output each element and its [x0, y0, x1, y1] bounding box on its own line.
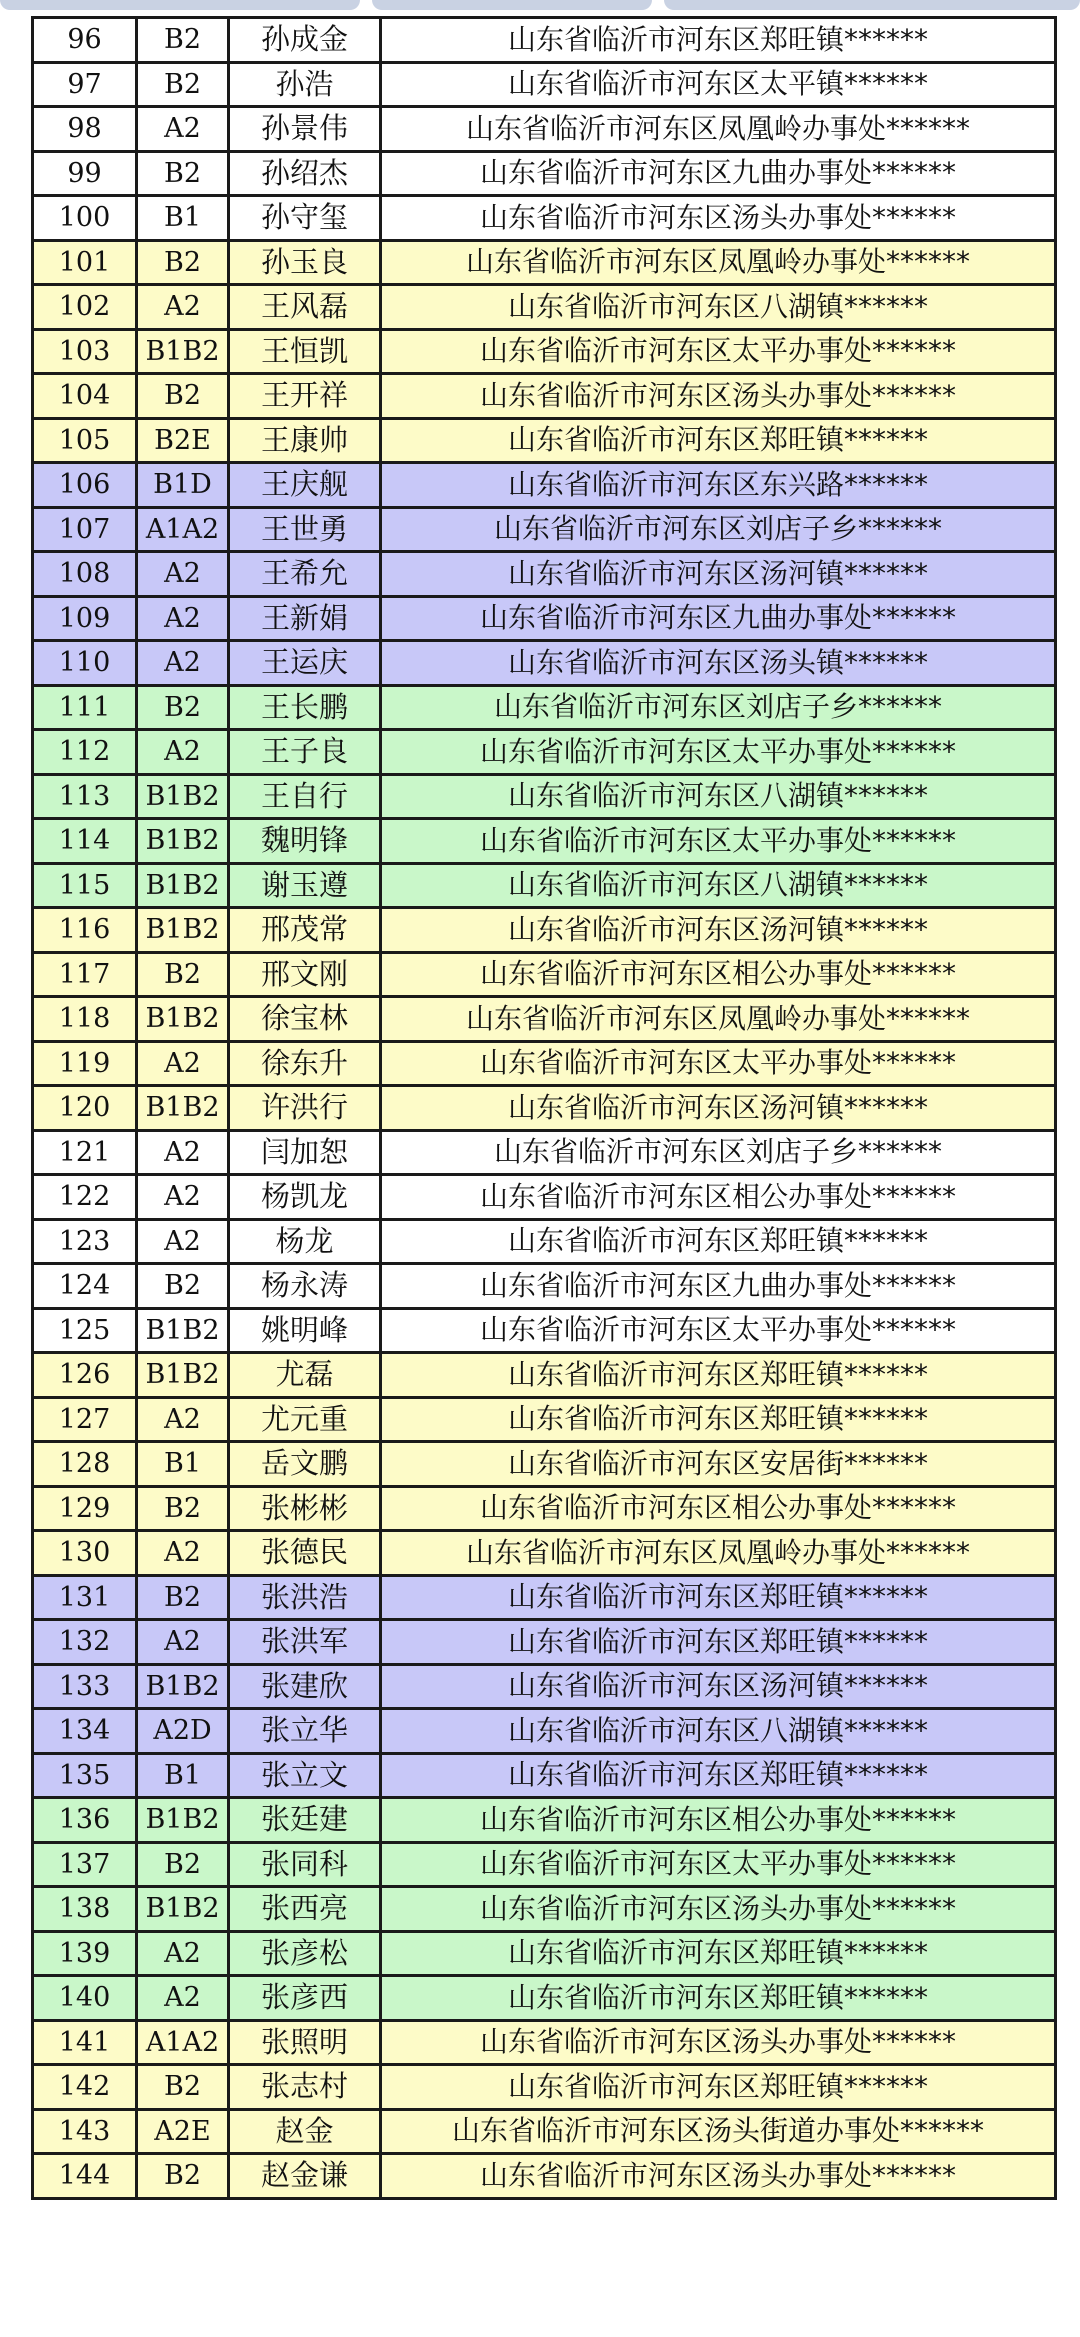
table-row [33, 107, 1056, 152]
table-row [33, 1264, 1056, 1309]
row-number-cell: 118 [33, 997, 137, 1042]
driver-name-cell: 孙玉良 [229, 240, 381, 285]
driver-name-cell: 姚明峰 [229, 1308, 381, 1353]
table-row [33, 1442, 1056, 1487]
row-number-cell: 96 [33, 18, 137, 63]
license-class-cell: B1B2 [137, 1664, 229, 1709]
address-cell: 山东省临沂市河东区太平办事处****** [381, 730, 1056, 775]
address-cell: 山东省临沂市河东区汤河镇****** [381, 1086, 1056, 1131]
address-cell: 山东省临沂市河东区郑旺镇****** [381, 1575, 1056, 1620]
row-number-cell: 138 [33, 1887, 137, 1932]
row-number-cell: 109 [33, 596, 137, 641]
table-row [33, 196, 1056, 241]
address-cell: 山东省临沂市河东区刘店子乡****** [381, 1130, 1056, 1175]
license-class-cell: B2 [137, 18, 229, 63]
table-row [33, 997, 1056, 1042]
license-class-cell: A2 [137, 1041, 229, 1086]
license-class-cell: A1A2 [137, 507, 229, 552]
address-cell: 山东省临沂市河东区汤头办事处****** [381, 1887, 1056, 1932]
address-cell: 山东省临沂市河东区相公办事处****** [381, 952, 1056, 997]
driver-name-cell: 赵金谦 [229, 2154, 381, 2199]
driver-name-cell: 张洪军 [229, 1620, 381, 1665]
table-row [33, 2065, 1056, 2110]
address-cell: 山东省临沂市河东区汤头办事处****** [381, 196, 1056, 241]
row-number-cell: 115 [33, 863, 137, 908]
address-cell: 山东省临沂市河东区太平办事处****** [381, 1308, 1056, 1353]
table-row [33, 952, 1056, 997]
address-cell: 山东省临沂市河东区相公办事处****** [381, 1798, 1056, 1843]
address-cell: 山东省临沂市河东区凤凰岭办事处****** [381, 240, 1056, 285]
address-cell: 山东省临沂市河东区汤河镇****** [381, 552, 1056, 597]
driver-name-cell: 王康帅 [229, 418, 381, 463]
top-tab-left [0, 0, 360, 10]
table-row [33, 1753, 1056, 1798]
row-number-cell: 116 [33, 908, 137, 953]
license-class-cell: A2 [137, 1219, 229, 1264]
row-number-cell: 113 [33, 774, 137, 819]
driver-name-cell: 尤磊 [229, 1353, 381, 1398]
address-cell: 山东省临沂市河东区相公办事处****** [381, 1175, 1056, 1220]
address-cell: 山东省临沂市河东区八湖镇****** [381, 863, 1056, 908]
row-number-cell: 99 [33, 151, 137, 196]
table-row [33, 552, 1056, 597]
row-number-cell: 117 [33, 952, 137, 997]
driver-name-cell: 张西亮 [229, 1887, 381, 1932]
license-class-cell: A2E [137, 2109, 229, 2154]
driver-name-cell: 邢茂常 [229, 908, 381, 953]
row-number-cell: 98 [33, 107, 137, 152]
row-number-cell: 122 [33, 1175, 137, 1220]
license-class-cell: B1B2 [137, 1308, 229, 1353]
license-class-cell: A2 [137, 1620, 229, 1665]
license-class-cell: A2 [137, 1175, 229, 1220]
table-row [33, 1130, 1056, 1175]
row-number-cell: 134 [33, 1709, 137, 1754]
table-row [33, 2020, 1056, 2065]
address-cell: 山东省临沂市河东区凤凰岭办事处****** [381, 997, 1056, 1042]
table-row [33, 374, 1056, 419]
license-class-cell: B1B2 [137, 1086, 229, 1131]
address-cell: 山东省临沂市河东区郑旺镇****** [381, 1976, 1056, 2021]
license-class-cell: B1B2 [137, 1798, 229, 1843]
driver-name-cell: 徐东升 [229, 1041, 381, 1086]
table-row [33, 1620, 1056, 1665]
row-number-cell: 100 [33, 196, 137, 241]
driver-name-cell: 谢玉遵 [229, 863, 381, 908]
driver-name-cell: 杨永涛 [229, 1264, 381, 1309]
driver-name-cell: 王风磊 [229, 285, 381, 330]
table-row [33, 1664, 1056, 1709]
address-cell: 山东省临沂市河东区郑旺镇****** [381, 18, 1056, 63]
table-row [33, 507, 1056, 552]
driver-name-cell: 张立文 [229, 1753, 381, 1798]
table-row [33, 863, 1056, 908]
row-number-cell: 108 [33, 552, 137, 597]
table-row [33, 62, 1056, 107]
table-row [33, 685, 1056, 730]
row-number-cell: 142 [33, 2065, 137, 2110]
address-cell: 山东省临沂市河东区郑旺镇****** [381, 2065, 1056, 2110]
table-row [33, 1709, 1056, 1754]
address-cell: 山东省临沂市河东区太平镇****** [381, 62, 1056, 107]
driver-name-cell: 邢文刚 [229, 952, 381, 997]
row-number-cell: 141 [33, 2020, 137, 2065]
driver-name-cell: 张彦西 [229, 1976, 381, 2021]
driver-name-cell: 岳文鹏 [229, 1442, 381, 1487]
table-row [33, 1575, 1056, 1620]
table-row [33, 596, 1056, 641]
driver-name-cell: 张廷建 [229, 1798, 381, 1843]
driver-name-cell: 王新娟 [229, 596, 381, 641]
table-body [33, 18, 1056, 2199]
address-cell: 山东省临沂市河东区太平办事处****** [381, 819, 1056, 864]
driver-name-cell: 魏明锋 [229, 819, 381, 864]
row-number-cell: 126 [33, 1353, 137, 1398]
row-number-cell: 121 [33, 1130, 137, 1175]
table-row [33, 418, 1056, 463]
table-row [33, 730, 1056, 775]
address-cell: 山东省临沂市河东区九曲办事处****** [381, 1264, 1056, 1309]
driver-name-cell: 徐宝林 [229, 997, 381, 1042]
license-class-cell: B2E [137, 418, 229, 463]
address-cell: 山东省临沂市河东区郑旺镇****** [381, 1397, 1056, 1442]
driver-name-cell: 王开祥 [229, 374, 381, 419]
row-number-cell: 139 [33, 1931, 137, 1976]
driver-name-cell: 王恒凯 [229, 329, 381, 374]
table-row [33, 18, 1056, 63]
table-row [33, 1397, 1056, 1442]
license-class-cell: A2 [137, 1976, 229, 2021]
license-class-cell: B1B2 [137, 1353, 229, 1398]
row-number-cell: 127 [33, 1397, 137, 1442]
row-number-cell: 144 [33, 2154, 137, 2199]
driver-name-cell: 王子良 [229, 730, 381, 775]
row-number-cell: 124 [33, 1264, 137, 1309]
license-class-cell: B1B2 [137, 863, 229, 908]
address-cell: 山东省临沂市河东区汤河镇****** [381, 908, 1056, 953]
table-row [33, 329, 1056, 374]
table-row [33, 1887, 1056, 1932]
driver-name-cell: 孙景伟 [229, 107, 381, 152]
license-class-cell: B1B2 [137, 1887, 229, 1932]
driver-name-cell: 许洪行 [229, 1086, 381, 1131]
license-class-cell: B2 [137, 1575, 229, 1620]
table-row [33, 1086, 1056, 1131]
driver-name-cell: 张志村 [229, 2065, 381, 2110]
driver-name-cell: 王自行 [229, 774, 381, 819]
table-row [33, 151, 1056, 196]
license-class-cell: B2 [137, 1486, 229, 1531]
license-class-cell: B1B2 [137, 997, 229, 1042]
table-row [33, 1842, 1056, 1887]
row-number-cell: 133 [33, 1664, 137, 1709]
address-cell: 山东省临沂市河东区凤凰岭办事处****** [381, 1531, 1056, 1576]
driver-name-cell: 杨凯龙 [229, 1175, 381, 1220]
address-cell: 山东省临沂市河东区刘店子乡****** [381, 685, 1056, 730]
driver-list-table [31, 16, 1057, 2200]
address-cell: 山东省临沂市河东区安居街****** [381, 1442, 1056, 1487]
address-cell: 山东省临沂市河东区汤头办事处****** [381, 374, 1056, 419]
address-cell: 山东省临沂市河东区东兴路****** [381, 463, 1056, 508]
table-row [33, 1308, 1056, 1353]
license-class-cell: B2 [137, 240, 229, 285]
driver-name-cell: 张照明 [229, 2020, 381, 2065]
license-class-cell: B1B2 [137, 819, 229, 864]
license-class-cell: B2 [137, 374, 229, 419]
license-class-cell: B2 [137, 2065, 229, 2110]
driver-name-cell: 张同科 [229, 1842, 381, 1887]
license-class-cell: B1B2 [137, 329, 229, 374]
driver-name-cell: 张彦松 [229, 1931, 381, 1976]
row-number-cell: 120 [33, 1086, 137, 1131]
table-row [33, 2154, 1056, 2199]
row-number-cell: 97 [33, 62, 137, 107]
driver-name-cell: 张彬彬 [229, 1486, 381, 1531]
table-row [33, 1798, 1056, 1843]
address-cell: 山东省临沂市河东区八湖镇****** [381, 285, 1056, 330]
license-class-cell: A2 [137, 1130, 229, 1175]
row-number-cell: 143 [33, 2109, 137, 2154]
license-class-cell: B2 [137, 2154, 229, 2199]
address-cell: 山东省临沂市河东区相公办事处****** [381, 1486, 1056, 1531]
address-cell: 山东省临沂市河东区汤河镇****** [381, 1664, 1056, 1709]
license-class-cell: B2 [137, 1264, 229, 1309]
address-cell: 山东省临沂市河东区太平办事处****** [381, 329, 1056, 374]
address-cell: 山东省临沂市河东区汤头街道办事处****** [381, 2109, 1056, 2154]
row-number-cell: 128 [33, 1442, 137, 1487]
row-number-cell: 136 [33, 1798, 137, 1843]
license-class-cell: B1B2 [137, 908, 229, 953]
driver-name-cell: 张建欣 [229, 1664, 381, 1709]
table-row [33, 774, 1056, 819]
address-cell: 山东省临沂市河东区郑旺镇****** [381, 1753, 1056, 1798]
license-class-cell: A2 [137, 107, 229, 152]
driver-name-cell: 孙守玺 [229, 196, 381, 241]
driver-list-table-wrap [31, 16, 1054, 2200]
row-number-cell: 135 [33, 1753, 137, 1798]
license-class-cell: A2 [137, 730, 229, 775]
table-row [33, 908, 1056, 953]
driver-name-cell: 赵金 [229, 2109, 381, 2154]
row-number-cell: 129 [33, 1486, 137, 1531]
driver-name-cell: 王希允 [229, 552, 381, 597]
driver-name-cell: 王运庆 [229, 641, 381, 686]
license-class-cell: A2 [137, 1931, 229, 1976]
row-number-cell: 106 [33, 463, 137, 508]
row-number-cell: 107 [33, 507, 137, 552]
driver-name-cell: 闫加恕 [229, 1130, 381, 1175]
row-number-cell: 137 [33, 1842, 137, 1887]
table-row [33, 1976, 1056, 2021]
license-class-cell: A2D [137, 1709, 229, 1754]
license-class-cell: A1A2 [137, 2020, 229, 2065]
license-class-cell: B1 [137, 196, 229, 241]
row-number-cell: 123 [33, 1219, 137, 1264]
driver-name-cell: 杨龙 [229, 1219, 381, 1264]
table-row [33, 2109, 1056, 2154]
license-class-cell: B1D [137, 463, 229, 508]
license-class-cell: B2 [137, 1842, 229, 1887]
address-cell: 山东省临沂市河东区郑旺镇****** [381, 1353, 1056, 1398]
row-number-cell: 114 [33, 819, 137, 864]
address-cell: 山东省临沂市河东区郑旺镇****** [381, 1219, 1056, 1264]
address-cell: 山东省临沂市河东区刘店子乡****** [381, 507, 1056, 552]
table-row [33, 1931, 1056, 1976]
row-number-cell: 103 [33, 329, 137, 374]
address-cell: 山东省临沂市河东区太平办事处****** [381, 1842, 1056, 1887]
driver-name-cell: 张洪浩 [229, 1575, 381, 1620]
row-number-cell: 110 [33, 641, 137, 686]
license-class-cell: A2 [137, 641, 229, 686]
table-row [33, 1175, 1056, 1220]
driver-name-cell: 孙浩 [229, 62, 381, 107]
address-cell: 山东省临沂市河东区汤头办事处****** [381, 2154, 1056, 2199]
driver-name-cell: 王庆舰 [229, 463, 381, 508]
row-number-cell: 112 [33, 730, 137, 775]
row-number-cell: 132 [33, 1620, 137, 1665]
address-cell: 山东省临沂市河东区郑旺镇****** [381, 1931, 1056, 1976]
table-row [33, 1531, 1056, 1576]
driver-name-cell: 王世勇 [229, 507, 381, 552]
row-number-cell: 125 [33, 1308, 137, 1353]
driver-name-cell: 孙成金 [229, 18, 381, 63]
table-row [33, 641, 1056, 686]
address-cell: 山东省临沂市河东区八湖镇****** [381, 774, 1056, 819]
table-row [33, 819, 1056, 864]
driver-name-cell: 孙绍杰 [229, 151, 381, 196]
license-class-cell: B2 [137, 151, 229, 196]
row-number-cell: 131 [33, 1575, 137, 1620]
row-number-cell: 111 [33, 685, 137, 730]
row-number-cell: 105 [33, 418, 137, 463]
address-cell: 山东省临沂市河东区太平办事处****** [381, 1041, 1056, 1086]
table-row [33, 1486, 1056, 1531]
driver-name-cell: 尤元重 [229, 1397, 381, 1442]
address-cell: 山东省临沂市河东区郑旺镇****** [381, 418, 1056, 463]
row-number-cell: 119 [33, 1041, 137, 1086]
address-cell: 山东省临沂市河东区汤头镇****** [381, 641, 1056, 686]
top-tab-right [664, 0, 1080, 10]
table-row [33, 240, 1056, 285]
table-row [33, 463, 1056, 508]
address-cell: 山东省临沂市河东区九曲办事处****** [381, 596, 1056, 641]
top-tab-middle [372, 0, 652, 10]
row-number-cell: 130 [33, 1531, 137, 1576]
driver-name-cell: 王长鹏 [229, 685, 381, 730]
row-number-cell: 140 [33, 1976, 137, 2021]
address-cell: 山东省临沂市河东区九曲办事处****** [381, 151, 1056, 196]
driver-name-cell: 张德民 [229, 1531, 381, 1576]
table-row [33, 1353, 1056, 1398]
license-class-cell: B1 [137, 1753, 229, 1798]
row-number-cell: 102 [33, 285, 137, 330]
license-class-cell: B2 [137, 62, 229, 107]
driver-name-cell: 张立华 [229, 1709, 381, 1754]
table-row [33, 1219, 1056, 1264]
license-class-cell: B1 [137, 1442, 229, 1487]
row-number-cell: 104 [33, 374, 137, 419]
license-class-cell: B1B2 [137, 774, 229, 819]
license-class-cell: A2 [137, 596, 229, 641]
license-class-cell: B2 [137, 685, 229, 730]
table-row [33, 285, 1056, 330]
address-cell: 山东省临沂市河东区汤头办事处****** [381, 2020, 1056, 2065]
license-class-cell: A2 [137, 285, 229, 330]
address-cell: 山东省临沂市河东区凤凰岭办事处****** [381, 107, 1056, 152]
license-class-cell: A2 [137, 1531, 229, 1576]
address-cell: 山东省临沂市河东区八湖镇****** [381, 1709, 1056, 1754]
table-row [33, 1041, 1056, 1086]
license-class-cell: B2 [137, 952, 229, 997]
address-cell: 山东省临沂市河东区郑旺镇****** [381, 1620, 1056, 1665]
row-number-cell: 101 [33, 240, 137, 285]
license-class-cell: A2 [137, 1397, 229, 1442]
license-class-cell: A2 [137, 552, 229, 597]
